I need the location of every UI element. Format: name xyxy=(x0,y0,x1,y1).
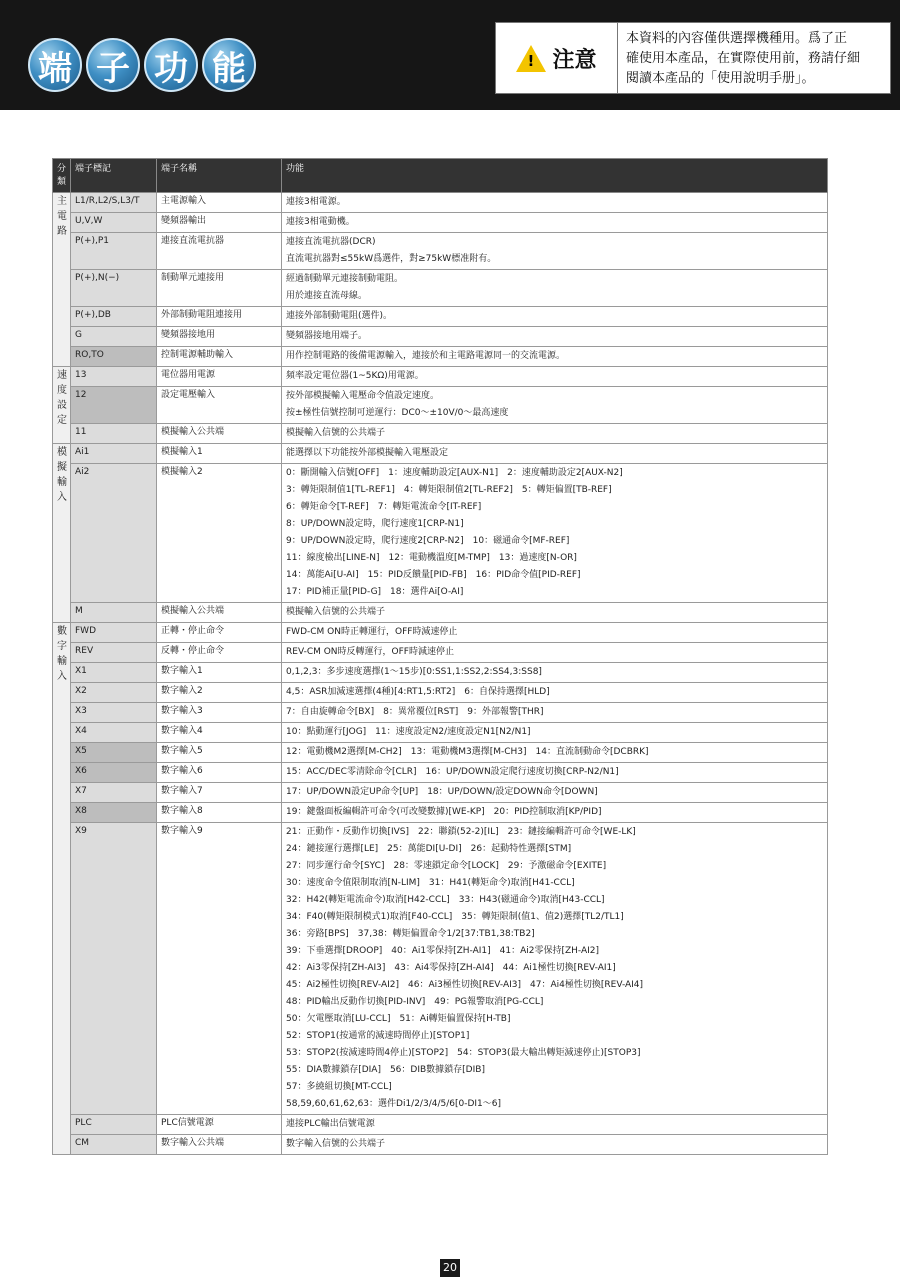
terminal-mark-cell: X5 xyxy=(71,743,157,763)
page-number: 20 xyxy=(440,1259,460,1277)
terminal-name-cell: 主電源輸入 xyxy=(157,193,282,213)
terminal-mark-cell: X7 xyxy=(71,783,157,803)
function-line: 連接PLC輸出信號電源 xyxy=(286,1119,375,1129)
function-line: 55：DIA數據鎖存[DIA] 56：DIB數據鎖存[DIB] xyxy=(286,1065,485,1075)
terminal-mark-cell: X4 xyxy=(71,723,157,743)
table-row xyxy=(53,347,828,367)
function-cell xyxy=(282,1115,828,1135)
function-line: 連接3相電動機。 xyxy=(286,217,355,227)
terminal-name-cell: PLC信號電源 xyxy=(157,1115,282,1135)
function-line: 24：鏈接運行選擇[LE] 25：萬能DI[U-DI] 26：起動特性選擇[STM] xyxy=(286,844,572,854)
table-row xyxy=(53,823,828,1115)
function-line: 30：速度命令值限制取消[N-LIM] 31：H41(轉矩命令)取消[H41-CCL] xyxy=(286,878,575,888)
function-line: 連接外部制動電阻(選件)。 xyxy=(286,311,393,321)
terminal-name-cell: 數字輸入1 xyxy=(157,663,282,683)
table-row xyxy=(53,623,828,643)
function-cell xyxy=(282,663,828,683)
terminal-name-cell: 正轉・停止命令 xyxy=(157,623,282,643)
terminal-mark-cell: X8 xyxy=(71,803,157,823)
terminal-name-cell: 數字輸入6 xyxy=(157,763,282,783)
function-cell xyxy=(282,464,828,603)
terminal-name-cell: 變頻器接地用 xyxy=(157,327,282,347)
function-line: 15：ACC/DEC零清除命令[CLR] 16：UP/DOWN設定爬行速度切換[CRP-N2/N1] xyxy=(286,767,619,777)
function-cell xyxy=(282,783,828,803)
category-cell: 速度設定 xyxy=(53,367,71,444)
function-line: 52：STOP1(按通常的減速時間停止)[STOP1] xyxy=(286,1031,470,1041)
terminal-mark-cell: X3 xyxy=(71,703,157,723)
terminal-mark-cell: Ai2 xyxy=(71,464,157,603)
header-category: 分類 xyxy=(53,159,71,193)
function-line: 32：H42(轉矩電流命令)取消[H42-CCL] 33：H43(磁通命令)取消[H43-CCL] xyxy=(286,895,605,905)
function-line: 用作控制電路的後備電源輸入，連接於和主電路電源同一的交流電源。 xyxy=(286,351,566,361)
function-line: 50：欠電壓取消[LU-CCL] 51：Ai轉矩偏置保持[H-TB] xyxy=(286,1014,511,1024)
page-header xyxy=(0,0,900,110)
function-line: 經過制動單元連接制動電阻。 xyxy=(286,274,404,284)
table-header-row xyxy=(53,159,828,193)
table-row xyxy=(53,270,828,307)
table-row xyxy=(53,643,828,663)
function-cell xyxy=(282,683,828,703)
terminal-mark-cell: X2 xyxy=(71,683,157,703)
terminal-name-cell: 數字輸入9 xyxy=(157,823,282,1115)
table-row xyxy=(53,783,828,803)
terminal-mark-cell: P(+),P1 xyxy=(71,233,157,270)
function-cell xyxy=(282,743,828,763)
function-cell xyxy=(282,643,828,663)
terminal-name-cell: 連接直流電抗器 xyxy=(157,233,282,270)
table-row xyxy=(53,743,828,763)
table-row xyxy=(53,307,828,327)
caution-label-box xyxy=(496,23,618,93)
terminal-name-cell: 模擬輸入公共端 xyxy=(157,424,282,444)
function-line: 頻率設定電位器(1~5KΩ)用電源。 xyxy=(286,371,424,381)
table-body xyxy=(53,193,828,1155)
function-line: 連接直流電抗器(DCR) xyxy=(286,237,376,247)
terminal-mark-cell: FWD xyxy=(71,623,157,643)
caution-label: 注意 xyxy=(552,47,597,73)
table-row xyxy=(53,723,828,743)
terminal-mark-cell: L1/R,L2/S,L3/T xyxy=(71,193,157,213)
terminal-mark-cell: X1 xyxy=(71,663,157,683)
function-cell xyxy=(282,307,828,327)
table-row xyxy=(53,1135,828,1155)
function-cell xyxy=(282,347,828,367)
function-cell xyxy=(282,213,828,233)
warning-triangle-icon: ! xyxy=(516,45,546,72)
table-row xyxy=(53,1115,828,1135)
function-line: 21：正動作・反動作切換[IVS] 22：聯鎖(52-2)[IL] 23：鏈接編輯許可命令[WE-LK] xyxy=(286,827,636,837)
function-line: 34：F40(轉矩限制模式1)取消[F40-CCL] 35：轉矩限制(值1、值2)選擇[TL2/TL1] xyxy=(286,912,624,922)
function-line: 0：斷開輸入信號[OFF] 1：速度輔助設定[AUX-N1] 2：速度輔助設定2[AUX-N2] xyxy=(286,468,623,478)
terminal-mark-cell: RO,TO xyxy=(71,347,157,367)
function-line: 變頻器接地用端子。 xyxy=(286,331,368,341)
function-line: 10：點動運行[JOG] 11：速度設定N2/速度設定N1[N2/N1] xyxy=(286,727,531,737)
function-line: 14：萬能Ai[U-AI] 15：PID反饋量[PID-FB] 16：PID命令值[PID-REF] xyxy=(286,570,581,580)
table-row xyxy=(53,683,828,703)
terminal-name-cell: 數字輸入8 xyxy=(157,803,282,823)
terminal-name-cell: 控制電源輔助輸入 xyxy=(157,347,282,367)
terminal-mark-cell: U,V,W xyxy=(71,213,157,233)
table-row xyxy=(53,803,828,823)
function-line: 用於連接直流母線。 xyxy=(286,291,368,301)
page-title xyxy=(28,38,256,92)
terminal-mark-cell: REV xyxy=(71,643,157,663)
function-cell xyxy=(282,603,828,623)
table-row xyxy=(53,387,828,424)
function-line: 模擬輸入信號的公共端子 xyxy=(286,428,386,438)
function-cell xyxy=(282,193,828,213)
function-line: 12：電動機M2選擇[M-CH2] 13：電動機M3選擇[M-CH3] 14：直流制動命令[DCBRK] xyxy=(286,747,649,757)
function-line: 按外部模擬輸入電壓命令值設定速度。 xyxy=(286,391,440,401)
function-line: 8：UP/DOWN設定時，爬行速度1[CRP-N1] xyxy=(286,519,464,529)
function-cell xyxy=(282,623,828,643)
header-terminal-mark: 端子標記 xyxy=(71,159,157,193)
function-cell xyxy=(282,703,828,723)
function-line: 數字輸入信號的公共端子 xyxy=(286,1139,386,1149)
function-cell xyxy=(282,327,828,347)
function-cell xyxy=(282,367,828,387)
terminal-mark-cell: P(+),DB xyxy=(71,307,157,327)
table-row xyxy=(53,213,828,233)
title-char: 功 xyxy=(144,38,198,92)
caution-text-line: 閱讀本產品的「使用說明手册」。 xyxy=(626,71,815,86)
table-row xyxy=(53,444,828,464)
function-line: 58,59,60,61,62,63：選件Di1/2/3/4/5/6[0-DI1～6] xyxy=(286,1099,501,1109)
function-line: 能選擇以下功能按外部模擬輸入電壓設定 xyxy=(286,448,449,458)
terminal-mark-cell: X6 xyxy=(71,763,157,783)
terminal-name-cell: 模擬輸入2 xyxy=(157,464,282,603)
function-line: 45：Ai2極性切換[REV-AI2] 46：Ai3極性切換[REV-AI3] 47：Ai4極性切換[REV-AI4] xyxy=(286,980,644,990)
caution-text-line: 本資料的內容僅供選擇機種用。爲了正 xyxy=(626,31,848,46)
function-line: 0,1,2,3：多步速度選擇(1～15步)[0:SS1,1:SS2,2:SS4,3:SS8] xyxy=(286,667,542,677)
function-line: 6：轉矩命令[T-REF] 7：轉矩電流命令[IT-REF] xyxy=(286,502,482,512)
function-line: FWD-CM ON時正轉運行，OFF時減速停止 xyxy=(286,627,458,637)
header-function: 功能 xyxy=(282,159,828,193)
terminal-function-table xyxy=(52,158,828,1155)
title-char: 端 xyxy=(28,38,82,92)
table-row xyxy=(53,763,828,783)
caution-notice xyxy=(495,22,891,94)
function-line: 按±極性信號控制可逆運行：DC0～±10V/0～最高速度 xyxy=(286,408,509,418)
table-row xyxy=(53,193,828,213)
function-line: 17：UP/DOWN設定UP命令[UP] 18：UP/DOWN/設定DOWN命令[DOWN] xyxy=(286,787,598,797)
terminal-mark-cell: 13 xyxy=(71,367,157,387)
function-line: REV-CM ON時反轉運行，OFF時減速停止 xyxy=(286,647,454,657)
function-cell xyxy=(282,823,828,1115)
terminal-mark-cell: 11 xyxy=(71,424,157,444)
function-line: 17：PID補正量[PID-G] 18：選件Ai[O-AI] xyxy=(286,587,464,597)
terminal-mark-cell: CM xyxy=(71,1135,157,1155)
terminal-mark-cell: 12 xyxy=(71,387,157,424)
function-line: 連接3相電源。 xyxy=(286,197,346,207)
function-line: 4,5：ASR加減速選擇(4種)[4:RT1,5:RT2] 6：自保持選擇[HLD] xyxy=(286,687,550,697)
function-line: 39：下垂選擇[DROOP] 40：Ai1零保持[ZH-AI1] 41：Ai2零保持[ZH-AI2] xyxy=(286,946,600,956)
function-line: 19：鍵盤面板編輯許可命令(可改變數據)[WE-KP] 20：PID控制取消[KP/PID] xyxy=(286,807,602,817)
function-cell xyxy=(282,763,828,783)
function-cell xyxy=(282,723,828,743)
terminal-name-cell: 數字輸入公共端 xyxy=(157,1135,282,1155)
function-line: 27：同步運行命令[SYC] 28：零速鎖定命令[LOCK] 29：予激磁命令[EXITE] xyxy=(286,861,607,871)
title-char: 子 xyxy=(86,38,140,92)
function-cell xyxy=(282,270,828,307)
terminal-mark-cell: Ai1 xyxy=(71,444,157,464)
terminal-name-cell: 數字輸入4 xyxy=(157,723,282,743)
table-row xyxy=(53,603,828,623)
table-row xyxy=(53,424,828,444)
function-line: 7：自由旋轉命令[BX] 8：異常覆位[RST] 9：外部報警[THR] xyxy=(286,707,544,717)
function-line: 36：旁路[BPS] 37,38：轉矩偏置命令1/2[37:TB1,38:TB2] xyxy=(286,929,535,939)
function-line: 9：UP/DOWN設定時，爬行速度2[CRP-N2] 10：磁通命令[MF-REF] xyxy=(286,536,570,546)
function-line: 53：STOP2(按減速時間4停止)[STOP2] 54：STOP3(最大輸出轉矩減速停止)[STOP3] xyxy=(286,1048,641,1058)
function-line: 48：PID輸出反動作切換[PID-INV] 49：PG報警取消[PG-CCL] xyxy=(286,997,544,1007)
terminal-name-cell: 數字輸入7 xyxy=(157,783,282,803)
terminal-mark-cell: PLC xyxy=(71,1115,157,1135)
function-cell xyxy=(282,233,828,270)
terminal-name-cell: 數字輸入5 xyxy=(157,743,282,763)
function-line: 57：多繞組切換[MT-CCL] xyxy=(286,1082,392,1092)
function-line: 11：線度檢出[LINE-N] 12：電動機溫度[M-TMP] 13：過速度[N-OR] xyxy=(286,553,577,563)
function-cell xyxy=(282,1135,828,1155)
terminal-name-cell: 外部制動電阻連接用 xyxy=(157,307,282,327)
category-cell: 主電路 xyxy=(53,193,71,367)
terminal-mark-cell: G xyxy=(71,327,157,347)
table-row xyxy=(53,367,828,387)
function-cell xyxy=(282,387,828,424)
caution-text xyxy=(618,23,890,93)
table-row xyxy=(53,233,828,270)
terminal-name-cell: 變頻器輸出 xyxy=(157,213,282,233)
terminal-name-cell: 設定電壓輸入 xyxy=(157,387,282,424)
header-terminal-name: 端子名稱 xyxy=(157,159,282,193)
terminal-mark-cell: P(+),N(−) xyxy=(71,270,157,307)
terminal-mark-cell: X9 xyxy=(71,823,157,1115)
function-cell xyxy=(282,444,828,464)
terminal-name-cell: 模擬輸入公共端 xyxy=(157,603,282,623)
terminal-mark-cell: M xyxy=(71,603,157,623)
terminal-name-cell: 反轉・停止命令 xyxy=(157,643,282,663)
category-cell: 模擬輸入 xyxy=(53,444,71,623)
terminal-name-cell: 模擬輸入1 xyxy=(157,444,282,464)
terminal-name-cell: 制動單元連接用 xyxy=(157,270,282,307)
title-char: 能 xyxy=(202,38,256,92)
terminal-name-cell: 數字輸入3 xyxy=(157,703,282,723)
table-row xyxy=(53,327,828,347)
table-row xyxy=(53,464,828,603)
terminal-name-cell: 電位器用電源 xyxy=(157,367,282,387)
terminal-name-cell: 數字輸入2 xyxy=(157,683,282,703)
category-cell: 數字輸入 xyxy=(53,623,71,1155)
function-line: 42：Ai3零保持[ZH-AI3] 43：Ai4零保持[ZH-AI4] 44：Ai1極性切換[REV-AI1] xyxy=(286,963,616,973)
function-line: 直流電抗器對≤55kW爲選件，對≥75kW標准附有。 xyxy=(286,254,497,264)
caution-text-line: 確使用本產品，在實際使用前，務請仔細 xyxy=(626,51,861,66)
table-row xyxy=(53,703,828,723)
function-line: 3：轉矩限制值1[TL-REF1] 4：轉矩限制值2[TL-REF2] 5：轉矩偏置[TB-REF] xyxy=(286,485,612,495)
table-row xyxy=(53,663,828,683)
function-cell xyxy=(282,424,828,444)
function-cell xyxy=(282,803,828,823)
function-line: 模擬輸入信號的公共端子 xyxy=(286,607,386,617)
